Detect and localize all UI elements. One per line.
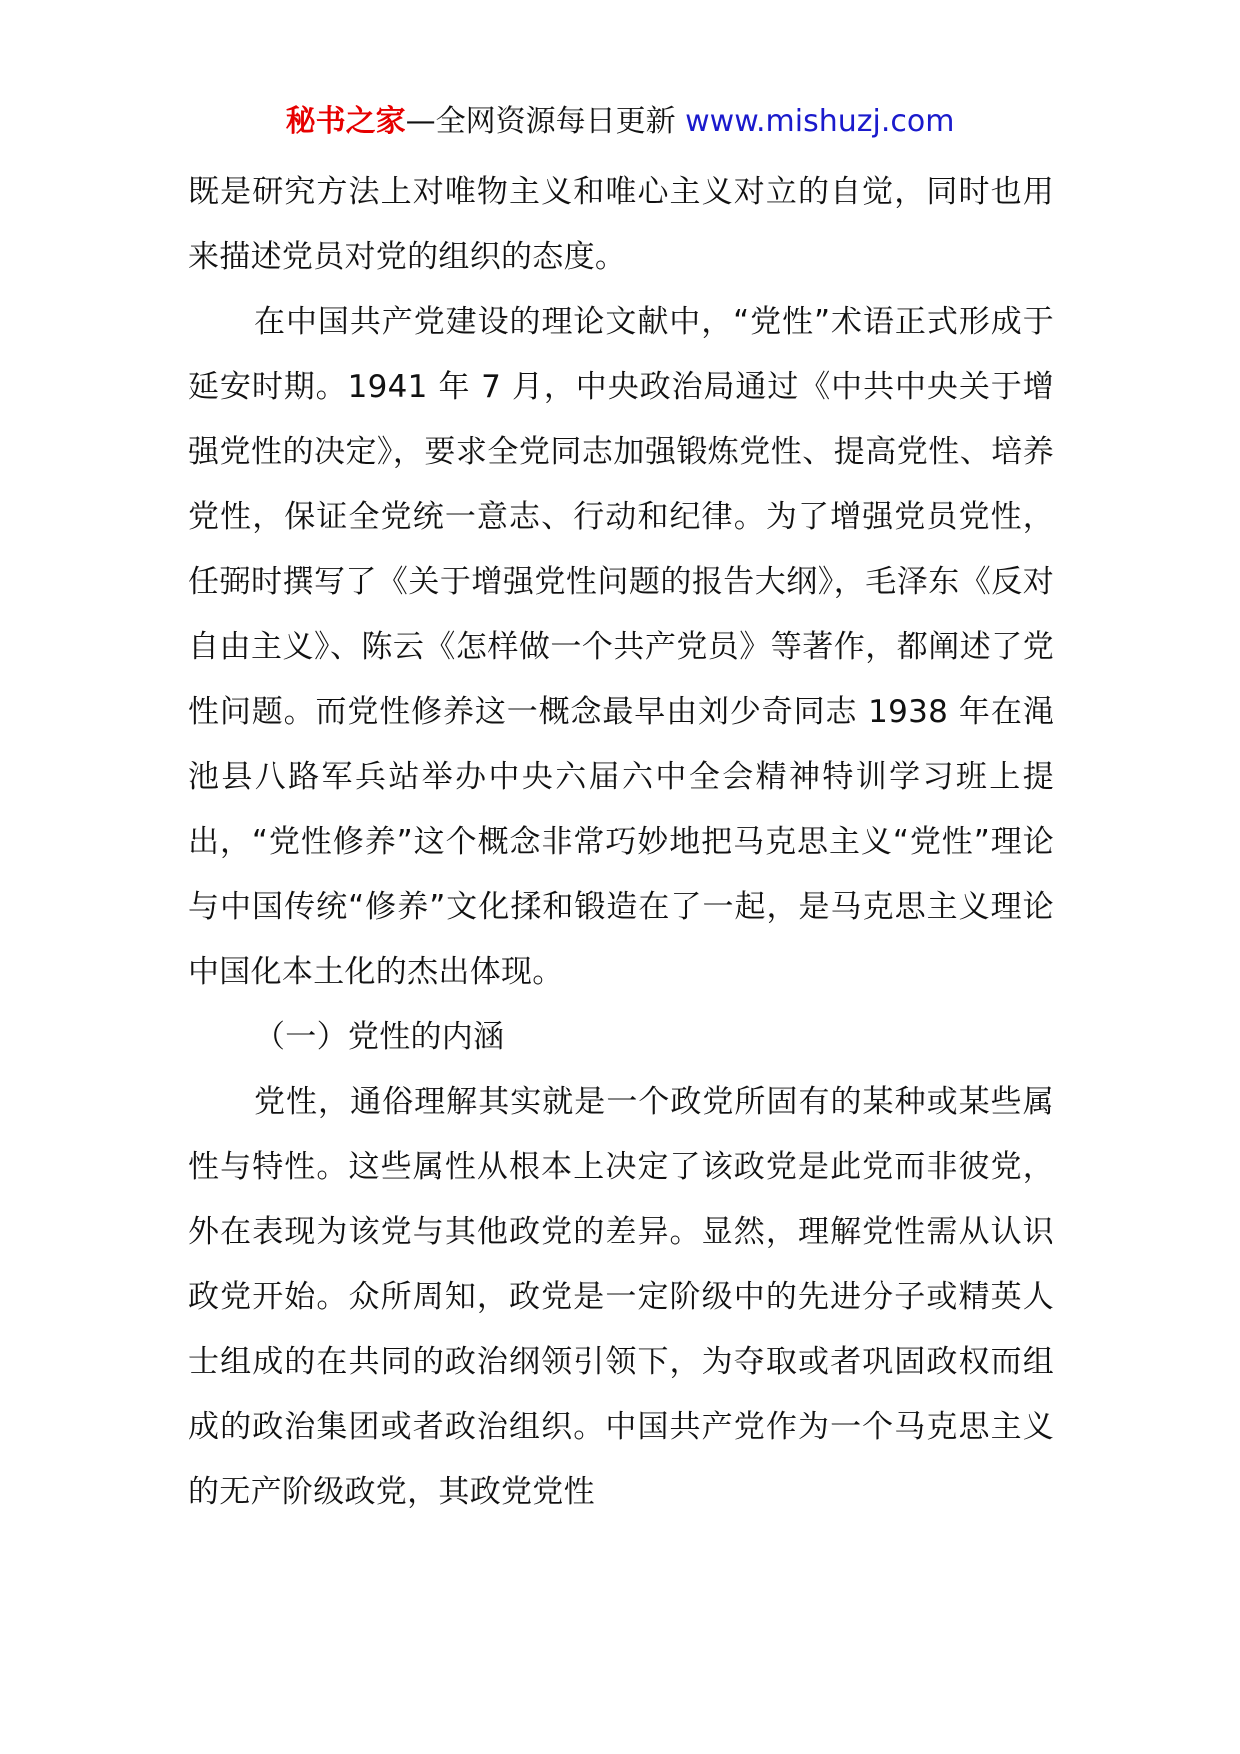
brand-name: 秘书之家 <box>285 104 406 139</box>
paragraph-definition: 党性，通俗理解其实就是一个政党所固有的某种或某些属性与特性。这些属性从根本上决定了该政党是此党而非彼党，外在表现为该党与其他政党的差异。显然，理解党性需从认识政党开始。众所周知，政党是一定阶级中的先进分子或精英人士组成的在共同的政治纲领引领下，为夺取或者巩固政权而组成的政治集团或者政治组织。中国共产党作为一个马克思主义的无产阶级政党，其政党党性 <box>188 1084 1054 1510</box>
website-link[interactable]: www.mishuzj.com <box>685 104 955 139</box>
document-body <box>188 160 1054 1525</box>
paragraph-history: 在中国共产党建设的理论文献中，“党性”术语正式形成于延安时期。1941 年 7 月，中央政治局通过《中共中央关于增强党性的决定》，要求全党同志加强锻炼党性、提高党性、培养党性，保证全党统一意志、行动和纪律。为了增强党员党性，任弼时撰写了《关于增强党性问题的报告大纲》，毛泽东《反对自由主义》、陈云《怎样做一个共产党员》等著作，都阐述了党性问题。而党性修养这一概念最早由刘少奇同志 1938 年在渑池县八路军兵站举办中央六届六中全会精神特训学习班上提出，“党性修养”这个概念非常巧妙地把马克思主义“党性”理论与中国传统“修养”文化揉和锻造在了一起，是马克思主义理论中国化本土化的杰出体现。 <box>188 304 1054 990</box>
header-tagline: —全网资源每日更新 <box>405 104 676 139</box>
section-heading: （一）党性的内涵 <box>254 1019 505 1055</box>
paragraph-continued: 既是研究方法上对唯物主义和唯心主义对立的自觉，同时也用来描述党员对党的组织的态度。 <box>188 174 1054 275</box>
page-header <box>0 100 1240 144</box>
